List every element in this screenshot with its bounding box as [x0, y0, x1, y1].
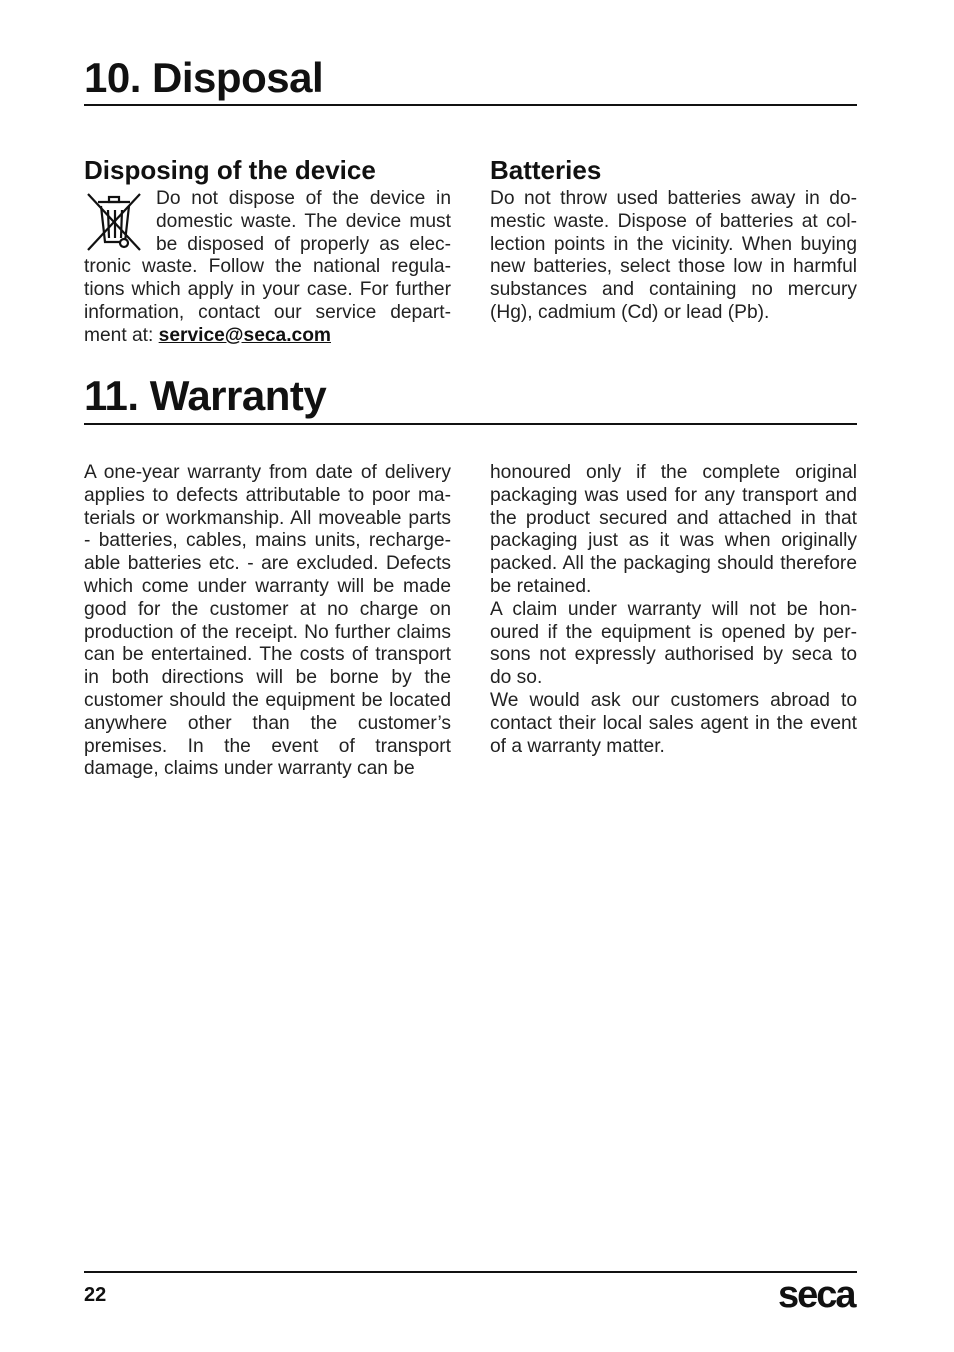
- warranty-paragraph: We would ask our customers abroad to contact their local sales agent in the event of a warranty matter.: [490, 689, 857, 757]
- warranty-text-left: A one-year warranty from date of delivery applies to defects attributable to poor materials or workmanship. All moveable parts - batteries, cables, mains units, rechargeable batteries etc. - are excluded. Defects which come under warranty will be made good for the customer at no charge on production of the receipt. No further claims can be entertained. The costs of transport in both directions will be borne by the customer should the equipment be located anywhere other than the customer’s premises. In the event of transport damage, claims under warranty can be: [84, 462, 451, 780]
- heading-batteries: Batteries: [490, 155, 602, 185]
- section-title-warranty: 11. Warranty: [84, 372, 327, 419]
- footer-divider: [84, 1271, 857, 1273]
- warranty-text-right: [490, 462, 857, 758]
- section-title-disposal: 10. Disposal: [84, 54, 324, 101]
- crossed-out-wheelie-bin-icon: [84, 188, 144, 254]
- warranty-paragraph: honoured only if the complete original packaging was used for any transport and the product secured and attached in that packaging just as it was when originally packed. All the packaging should therefore be retained.: [490, 462, 857, 597]
- disposal-device-text-block: [84, 188, 451, 348]
- disposal-device-text: Do not dispose of the device in domestic waste. The device must be disposed of properly as electronic waste. Follow the national regulations which apply in your case. For further information, contact our service department at:: [84, 188, 451, 346]
- section-divider: [84, 104, 857, 106]
- page-number: 22: [84, 1284, 107, 1306]
- warranty-paragraph: A claim under warranty will not be honoured if the equipment is opened by persons not expressly authorised by seca to do so.: [490, 598, 857, 689]
- batteries-text: Do not throw used batteries away in domestic waste. Dispose of batteries at collection points in the vicinity. When buying new batteries, select those low in harmful substances and containing no mercury (Hg), cadmium (Cd) or lead (Pb).: [490, 188, 857, 323]
- brand-logo: seca: [778, 1274, 855, 1316]
- section-divider: [84, 423, 857, 425]
- service-email-link[interactable]: service@seca.com: [158, 324, 331, 346]
- heading-disposing-device: Disposing of the device: [84, 155, 376, 185]
